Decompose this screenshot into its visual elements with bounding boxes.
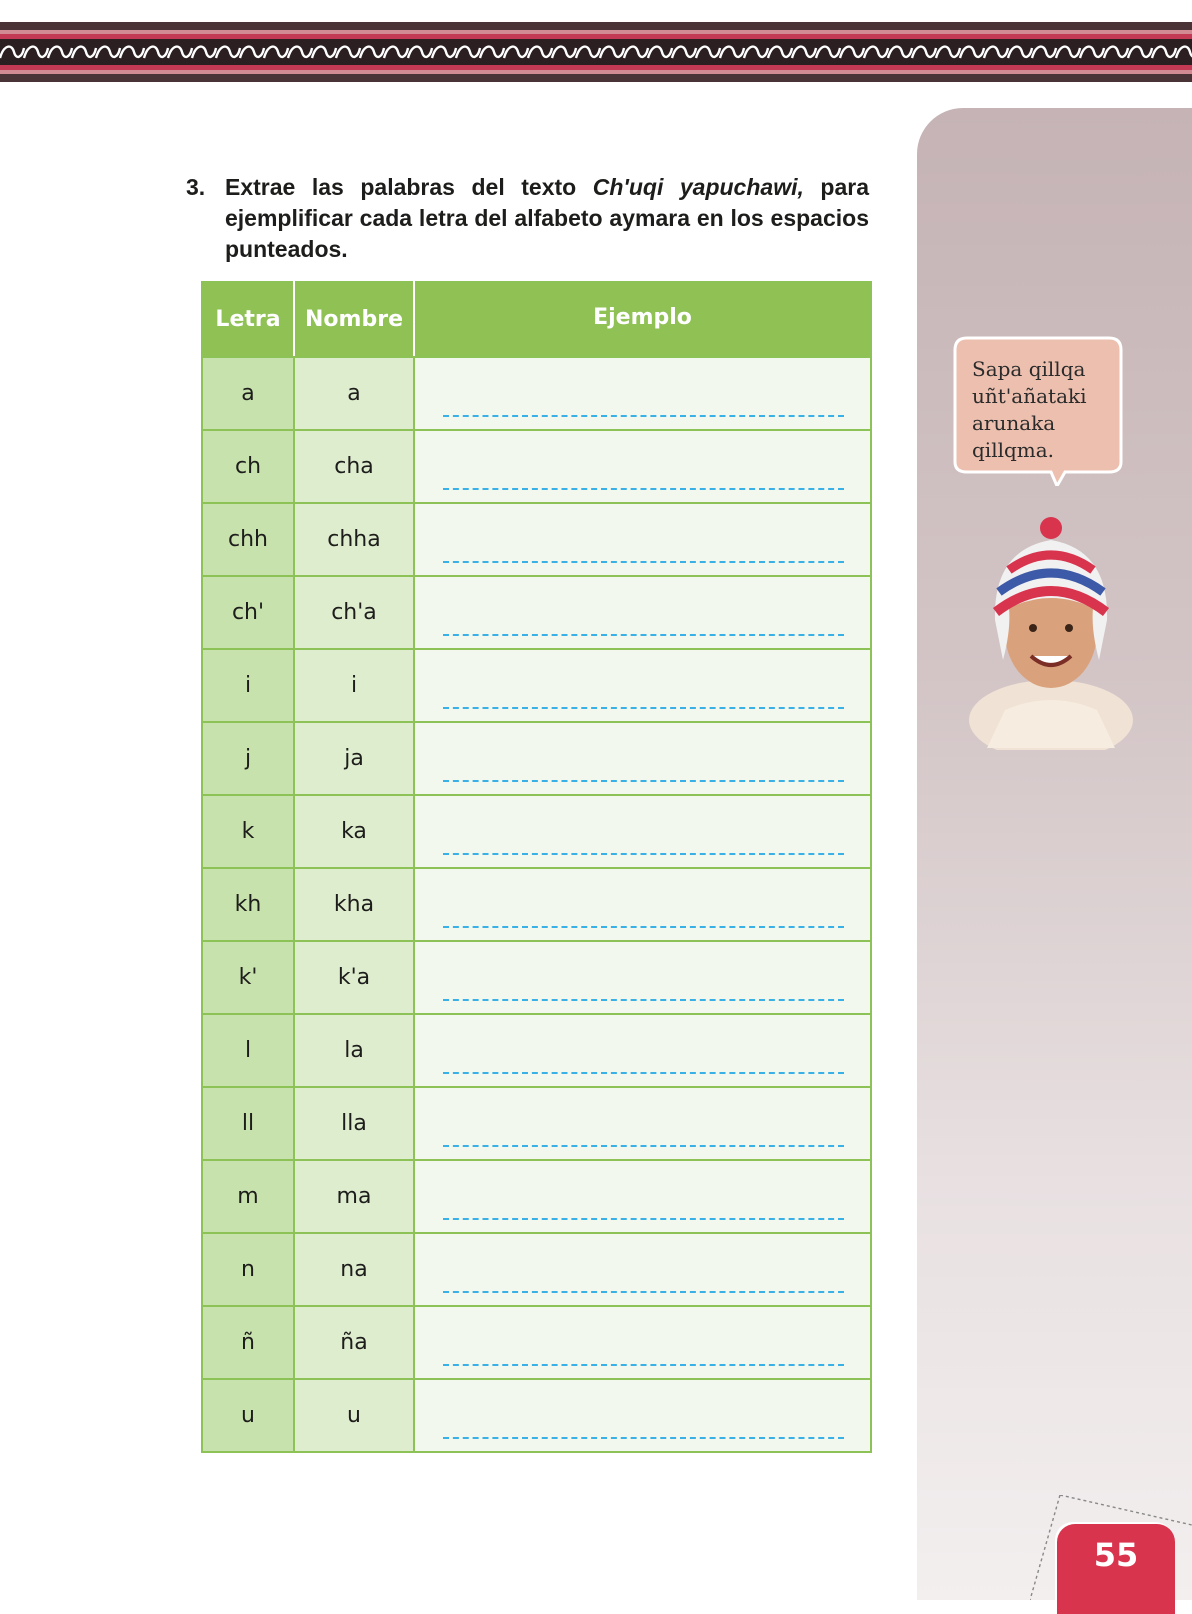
header-nombre: Nombre [294,282,414,357]
example-answer-cell[interactable] [414,1014,871,1087]
table-row [202,1014,871,1087]
instruction-text-title: Ch'uqi yapuchawi, [592,174,804,200]
table-row [202,1379,871,1452]
dotted-answer-line [443,926,844,928]
table-row [202,1087,871,1160]
example-answer-cell[interactable] [414,649,871,722]
letter-cell: k' [202,941,294,1014]
letter-name-cell: k'a [294,941,414,1014]
letter-name-cell: lla [294,1087,414,1160]
letter-cell: a [202,357,294,430]
table-row [202,430,871,503]
letter-name-cell: a [294,357,414,430]
table-row [202,357,871,430]
dotted-answer-line [443,561,844,563]
table-row [202,722,871,795]
letter-cell: ñ [202,1306,294,1379]
example-answer-cell[interactable] [414,503,871,576]
letter-name-cell: ma [294,1160,414,1233]
instruction-number: 3. [186,174,206,200]
dotted-answer-line [443,634,844,636]
decorative-woven-band [0,22,1192,86]
dotted-answer-line [443,707,844,709]
table-row [202,941,871,1014]
bubble-line: arunaka [972,411,1056,435]
letter-cell: u [202,1379,294,1452]
dotted-answer-line [443,1364,844,1366]
dotted-answer-line [443,853,844,855]
table-row [202,503,871,576]
letter-name-cell: ja [294,722,414,795]
letter-name-cell: cha [294,430,414,503]
table-row [202,649,871,722]
letter-name-cell: ch'a [294,576,414,649]
table-row [202,1160,871,1233]
example-answer-cell[interactable] [414,722,871,795]
dotted-answer-line [443,999,844,1001]
dotted-answer-line [443,415,844,417]
instruction-text-part: para ejemplificar cada letra del alfabeto aymara en los espacios punteados. [225,174,869,262]
dotted-answer-line [443,1145,844,1147]
letter-cell: j [202,722,294,795]
instruction-text-part: Extrae las palabras del texto [225,174,593,200]
side-panel [917,108,1192,1600]
letter-cell: i [202,649,294,722]
letter-name-cell: i [294,649,414,722]
letter-cell: l [202,1014,294,1087]
instruction-paragraph [186,172,869,265]
table-row [202,1233,871,1306]
instruction-text [225,172,869,265]
letter-cell: kh [202,868,294,941]
bubble-line: uñt'añataki [972,384,1087,408]
table-row [202,1306,871,1379]
letter-name-cell: u [294,1379,414,1452]
letter-cell: chh [202,503,294,576]
header-letra: Letra [202,282,294,357]
example-answer-cell[interactable] [414,576,871,649]
letter-name-cell: na [294,1233,414,1306]
dotted-answer-line [443,488,844,490]
letter-cell: m [202,1160,294,1233]
example-answer-cell[interactable] [414,1379,871,1452]
bubble-line: Sapa qillqa [972,357,1086,381]
dotted-answer-line [443,1218,844,1220]
speech-bubble-text [972,356,1122,464]
page-number: 55 [1093,1536,1139,1574]
letter-cell: k [202,795,294,868]
dotted-answer-line [443,1437,844,1439]
dotted-answer-line [443,1291,844,1293]
example-answer-cell[interactable] [414,430,871,503]
letter-cell: ch' [202,576,294,649]
letter-name-cell: kha [294,868,414,941]
bubble-line: qillqma. [972,438,1055,462]
child-with-chullo-illustration [965,510,1137,750]
example-answer-cell[interactable] [414,795,871,868]
table-row [202,868,871,941]
table-row [202,795,871,868]
table-row [202,576,871,649]
dotted-answer-line [443,780,844,782]
letter-cell: ch [202,430,294,503]
letter-name-cell: ña [294,1306,414,1379]
alphabet-table [201,281,872,1453]
example-answer-cell[interactable] [414,1160,871,1233]
letter-cell: ll [202,1087,294,1160]
example-answer-cell[interactable] [414,1233,871,1306]
letter-name-cell: ka [294,795,414,868]
example-answer-cell[interactable] [414,1087,871,1160]
example-answer-cell[interactable] [414,1306,871,1379]
dotted-answer-line [443,1072,844,1074]
letter-name-cell: la [294,1014,414,1087]
example-answer-cell[interactable] [414,941,871,1014]
example-answer-cell[interactable] [414,868,871,941]
example-answer-cell[interactable] [414,357,871,430]
letter-cell: n [202,1233,294,1306]
table-header-row [202,282,871,357]
header-ejemplo: Ejemplo [414,282,871,357]
letter-name-cell: chha [294,503,414,576]
